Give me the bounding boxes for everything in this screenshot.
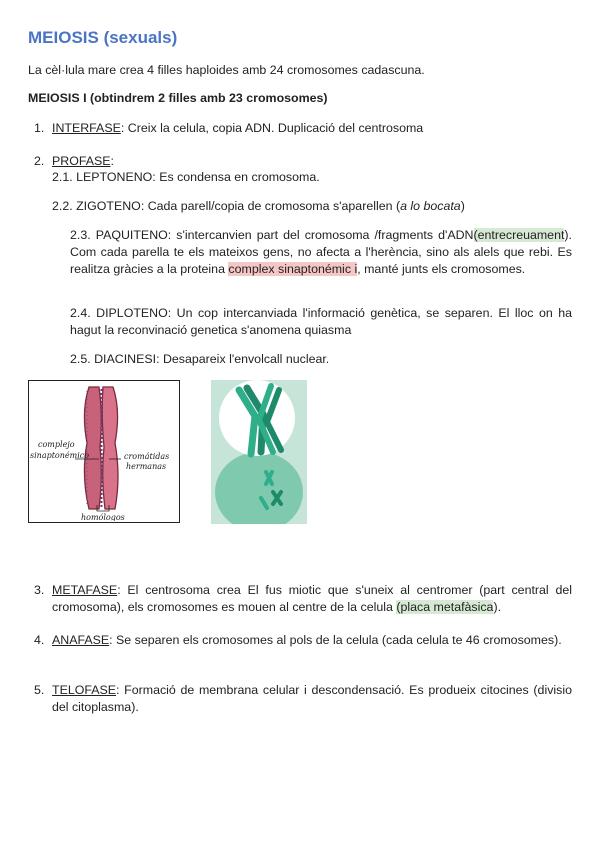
item-text: : El centrosoma crea El fus miotic que s'uneix al centromer (part central del cromosoma), els cromosomes es mouen al centre de la celula [52,583,572,614]
list-number: 4. [34,633,45,647]
term-label: INTERFASE [52,121,121,135]
list-number: 1. [34,121,45,135]
highlight-entrecreuament: (entrecreuament [473,228,565,242]
subitem-text: 2.2. ZIGOTENO: Cada parell/copia de cromosoma s'aparellen ( [52,199,401,213]
subitem-text: ). Com cada parella te els mateixos gens, no afecta a l'herència, sino als alels que rebi. Es realitza gràcies a la proteina [70,228,572,276]
item-text: : Creix la celula, copia ADN. Duplicació del centrosoma [120,121,424,135]
homolog-right [102,387,118,509]
subitem-text: , manté junts els cromosomes. [357,262,526,276]
term-label: ANAFASE [52,633,110,647]
term-label: PROFASE [52,154,111,168]
page-title: MEIOSIS (sexuals) [28,28,178,47]
subitem-zigoteno [52,198,465,215]
list-number: 2. [34,154,45,168]
label-homologos: homólogos [81,513,125,521]
term-label: TELOFASE [52,683,117,697]
chromosome-drawing [29,381,178,521]
crossover-drawing [211,380,307,524]
crossing-over-figure [211,380,307,524]
label-cromatidas: cromátidas [124,452,170,461]
list-item-anafase [52,632,572,649]
term-label: METAFASE [52,583,118,597]
subitem-paquiteno [70,227,572,278]
item-text: : Se separen els cromosomes al pols de la celula (cada celula te 46 cromosomes). [109,633,562,647]
label-hermanas: hermanas [126,462,167,471]
subitem-diploteno: 2.4. DIPLOTENO: Un cop intercanviada l'informació genètica, se separen. El lloc on ha hagut la reconvinació genetica s'anomena quiasma [70,306,572,337]
small-chromosome [266,472,272,484]
list-item-interfase [52,120,572,137]
item-text: : [110,154,114,168]
subitem-leptoneno: 2.1. LEPTONENO: Es condensa en cromosoma. [52,170,320,184]
section-subtitle: MEIOSIS I (obtindrem 2 filles amb 23 cromosomes) [28,91,328,105]
list-number: 3. [34,583,45,597]
list-item-metafase [52,582,572,616]
label-complejo: complejo [38,440,75,449]
subitem-text-end: ) [460,199,465,213]
item-text-end: ). [493,600,502,614]
list-item-profase [52,153,114,170]
subitem-italic: a lo bocata [400,199,461,213]
subitem-text: 2.3. PAQUITENO: s'intercanvien part del cromosoma /fragments d'ADN [70,228,474,242]
intro-paragraph: La cèl·lula mare crea 4 filles haploides amb 24 cromosomes cadascuna. [28,63,425,77]
list-item-telofase [52,682,572,716]
subitem-diacinesi: 2.5. DIACINESI: Desapareix l'envolcall nuclear. [70,352,330,366]
synaptonemal-complex-figure [28,380,180,523]
highlight-placa: (placa metafàsica [396,600,494,614]
list-number: 5. [34,683,45,697]
item-text: : Formació de membrana celular i descondensació. Es produeix citocines (divisio del citoplasma). [52,683,572,714]
label-sinaptonemico: sinaptonémico [30,451,90,460]
highlight-complex: complex sinaptonémic i [228,262,358,276]
